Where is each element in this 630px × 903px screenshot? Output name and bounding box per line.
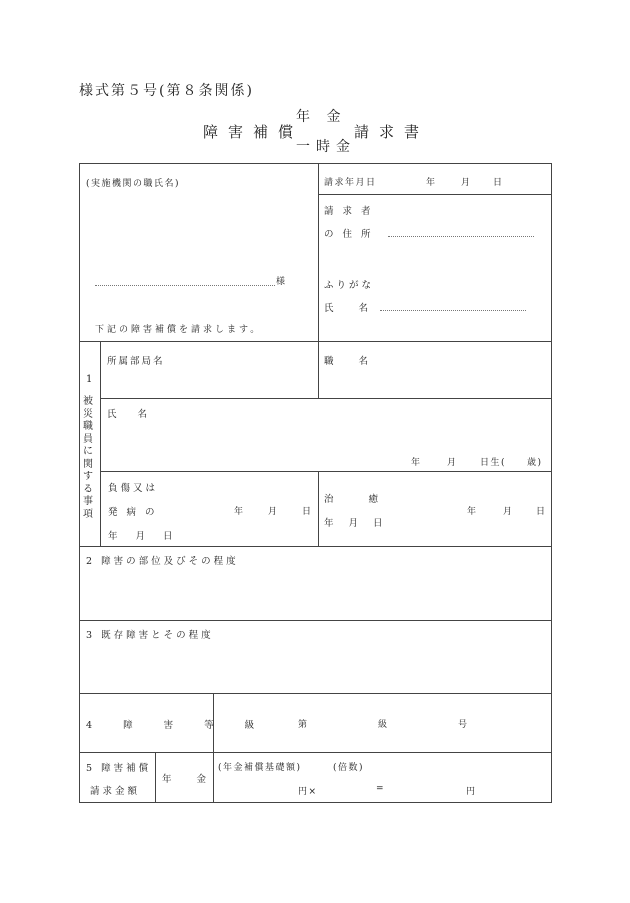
table-border-bottom <box>79 802 551 803</box>
divider <box>100 341 101 546</box>
divider <box>79 620 551 621</box>
claim-date-year: 年 <box>426 178 437 188</box>
grade-go: 号 <box>458 720 469 730</box>
claim-date-day: 日 <box>493 178 504 188</box>
title-claim-form: 請求書 <box>354 123 430 141</box>
divider <box>100 398 551 399</box>
yen-times: 円× <box>298 787 318 797</box>
equals-sign: = <box>376 784 386 794</box>
claim-date-label: 請求年月日 <box>324 178 377 188</box>
birth-day: 日生( <box>480 458 507 468</box>
title-lump-sum: 一時金 <box>296 139 356 155</box>
injury-year: 年 <box>234 507 245 517</box>
claim-date-month: 月 <box>461 178 472 188</box>
title-disability-compensation: 障害補償 <box>203 123 304 141</box>
sama-label: 様 <box>276 277 287 287</box>
cure-day: 日 <box>536 507 547 517</box>
injury-date-label-3: 年 月 日 <box>108 531 176 542</box>
agency-name-field[interactable] <box>95 285 275 286</box>
job-title-label: 職 名 <box>324 356 372 367</box>
divider <box>100 471 551 472</box>
divider <box>79 693 551 694</box>
divider <box>318 163 319 341</box>
injury-date-label-2: 発 病 の <box>108 507 158 518</box>
cure-year: 年 <box>467 507 478 517</box>
section-5-label-2: 請求金額 <box>90 786 141 797</box>
section-5-label-1: 5 障害補償 <box>86 763 152 774</box>
form-number: 様式第５号(第８条関係) <box>79 83 254 99</box>
claimant-name-label: 氏 名 <box>324 303 372 314</box>
injury-day: 日 <box>302 507 313 517</box>
address-field[interactable] <box>388 236 534 237</box>
claimant-name-field[interactable] <box>380 310 526 311</box>
employee-name-label: 氏 名 <box>107 409 151 420</box>
request-statement: 下記の障害補償を請求します。 <box>95 325 263 335</box>
divider <box>79 341 551 342</box>
divider <box>318 341 319 398</box>
cure-month: 月 <box>503 507 514 517</box>
birth-year: 年 <box>411 458 422 468</box>
base-amount-label: (年金補償基礎額) <box>218 763 302 773</box>
birth-month: 月 <box>447 458 458 468</box>
table-border-right <box>551 163 552 803</box>
grade-kyu: 級 <box>378 720 389 730</box>
divider <box>79 752 551 753</box>
divider <box>155 752 156 803</box>
yen-label: 円 <box>466 787 477 797</box>
section-1-number: 1 <box>86 374 93 385</box>
cure-date-label-1: 治 癒 <box>324 494 382 505</box>
agency-label: (実施機関の職氏名) <box>86 179 181 189</box>
section-3-label: 3 既存障害とその程度 <box>86 630 214 641</box>
furigana-label: ふりがな <box>324 280 375 291</box>
table-border-left <box>79 163 80 803</box>
section-2-label: 2 障害の部位及びその程度 <box>86 556 239 567</box>
pension-label: 年 金 <box>162 774 210 785</box>
table-border-top <box>79 163 551 164</box>
cure-date-label-2: 年 月 日 <box>324 518 386 529</box>
address-label: の 住 所 <box>324 229 374 240</box>
grade-dai: 第 <box>298 720 309 730</box>
divider <box>213 693 214 803</box>
age-label: 歳) <box>527 458 543 468</box>
injury-month: 月 <box>268 507 279 517</box>
divider <box>79 546 551 547</box>
divider <box>318 471 319 546</box>
multiplier-label: (倍数) <box>333 763 365 773</box>
department-label: 所属部局名 <box>107 356 165 367</box>
section-1-vertical-label: 被 災 職 員 に 関 す る 事 項 <box>83 396 93 520</box>
injury-date-label-1: 負傷又は <box>108 483 159 494</box>
title-pension: 年 金 <box>296 109 347 125</box>
claimant-label: 請 求 者 <box>324 206 374 217</box>
section-4-label: 4 障 害 等 級 <box>86 720 258 731</box>
divider <box>318 194 551 195</box>
